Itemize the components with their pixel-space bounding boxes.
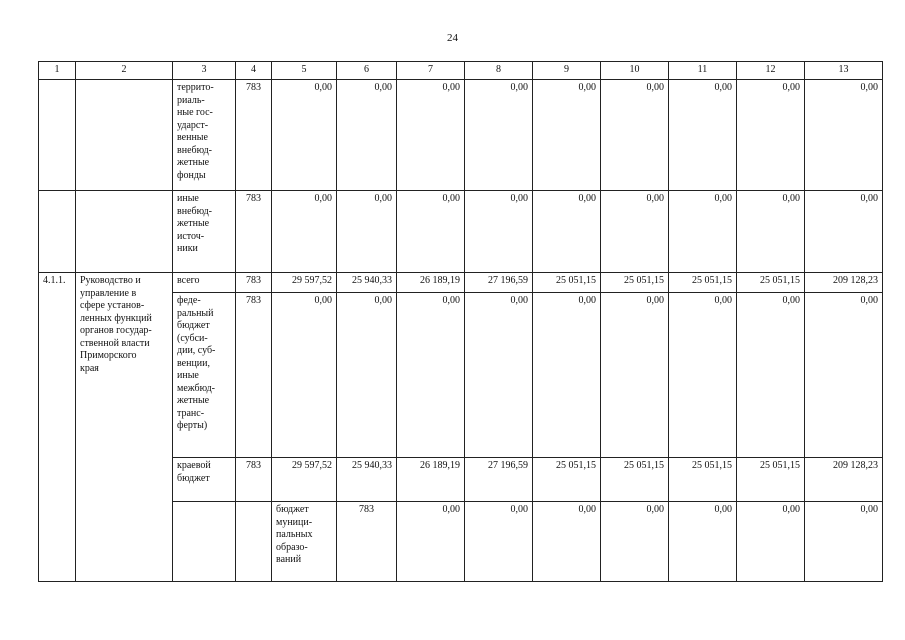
header-cell: 5 bbox=[272, 62, 337, 80]
header-cell: 9 bbox=[533, 62, 601, 80]
header-cell: 2 bbox=[76, 62, 173, 80]
header-cell: 4 bbox=[236, 62, 272, 80]
value-cell: 0,00 bbox=[533, 293, 601, 458]
name-cell bbox=[76, 191, 173, 273]
value-cell: 0,00 bbox=[337, 80, 397, 191]
value-cell: 0,00 bbox=[669, 80, 737, 191]
source-cell: террито- риаль- ные гос- ударст- венные внебюд- жетные фонды bbox=[173, 80, 236, 191]
value-cell: 0,00 bbox=[669, 191, 737, 273]
value-cell: 0,00 bbox=[533, 502, 601, 582]
value-cell: 0,00 bbox=[737, 80, 805, 191]
value-cell: 25 051,15 bbox=[601, 458, 669, 502]
source-cell: бюджет муници- пальных образо- ваний bbox=[272, 502, 337, 582]
value-cell: 0,00 bbox=[737, 191, 805, 273]
number-cell: 4.1.1. bbox=[39, 273, 76, 582]
value-cell: 0,00 bbox=[805, 293, 883, 458]
value-cell: 0,00 bbox=[669, 293, 737, 458]
value-cell: 0,00 bbox=[397, 191, 465, 273]
value-cell: 0,00 bbox=[737, 293, 805, 458]
value-cell: 0,00 bbox=[465, 191, 533, 273]
value-cell: 0,00 bbox=[397, 293, 465, 458]
value-cell: 0,00 bbox=[805, 502, 883, 582]
header-cell: 10 bbox=[601, 62, 669, 80]
value-cell: 0,00 bbox=[805, 80, 883, 191]
value-cell: 25 051,15 bbox=[533, 273, 601, 293]
value-cell: 0,00 bbox=[272, 293, 337, 458]
name-cell: Руководство и управление в сфере установ- ленных функций органов государ- ственной власти Приморского края bbox=[76, 273, 173, 582]
value-cell: 0,00 bbox=[601, 191, 669, 273]
value-cell: 0,00 bbox=[601, 80, 669, 191]
header-cell: 13 bbox=[805, 62, 883, 80]
header-cell: 12 bbox=[737, 62, 805, 80]
value-cell: 0,00 bbox=[465, 80, 533, 191]
value-cell: 0,00 bbox=[272, 80, 337, 191]
value-cell: 25 051,15 bbox=[601, 273, 669, 293]
value-cell: 25 051,15 bbox=[669, 458, 737, 502]
name-cell bbox=[236, 502, 272, 582]
value-cell: 25 051,15 bbox=[533, 458, 601, 502]
value-cell: 0,00 bbox=[805, 191, 883, 273]
code-cell: 783 bbox=[236, 273, 272, 293]
code-cell: 783 bbox=[236, 293, 272, 458]
number-cell bbox=[39, 191, 76, 273]
value-cell: 209 128,23 bbox=[805, 273, 883, 293]
source-cell: иные внебюд- жетные источ- ники bbox=[173, 191, 236, 273]
budget-table bbox=[38, 61, 883, 582]
header-cell: 7 bbox=[397, 62, 465, 80]
value-cell: 29 597,52 bbox=[272, 273, 337, 293]
number-cell bbox=[173, 502, 236, 582]
value-cell: 26 189,19 bbox=[397, 273, 465, 293]
source-cell: всего bbox=[173, 273, 236, 293]
value-cell: 25 051,15 bbox=[669, 273, 737, 293]
value-cell: 0,00 bbox=[337, 191, 397, 273]
value-cell: 25 051,15 bbox=[737, 273, 805, 293]
name-cell bbox=[76, 80, 173, 191]
number-cell bbox=[39, 80, 76, 191]
value-cell: 0,00 bbox=[601, 293, 669, 458]
value-cell: 27 196,59 bbox=[465, 273, 533, 293]
table-row bbox=[39, 191, 883, 273]
value-cell: 0,00 bbox=[465, 502, 533, 582]
page-number: 24 bbox=[447, 32, 458, 44]
value-cell: 25 051,15 bbox=[737, 458, 805, 502]
code-cell: 783 bbox=[236, 80, 272, 191]
value-cell: 0,00 bbox=[737, 502, 805, 582]
value-cell: 0,00 bbox=[601, 502, 669, 582]
value-cell: 25 940,33 bbox=[337, 458, 397, 502]
value-cell: 26 189,19 bbox=[397, 458, 465, 502]
table-row bbox=[39, 80, 883, 191]
header-cell: 8 bbox=[465, 62, 533, 80]
header-cell: 6 bbox=[337, 62, 397, 80]
value-cell: 0,00 bbox=[669, 502, 737, 582]
value-cell: 25 940,33 bbox=[337, 273, 397, 293]
table-row bbox=[39, 273, 883, 293]
value-cell: 29 597,52 bbox=[272, 458, 337, 502]
code-cell: 783 bbox=[236, 191, 272, 273]
value-cell: 0,00 bbox=[465, 293, 533, 458]
header-row bbox=[39, 62, 883, 80]
value-cell: 209 128,23 bbox=[805, 458, 883, 502]
source-cell: феде- ральный бюджет (субси- дии, суб- венции, иные межбюд- жетные транс- ферты) bbox=[173, 293, 236, 458]
value-cell: 0,00 bbox=[397, 80, 465, 191]
source-cell: краевой бюджет bbox=[173, 458, 236, 502]
value-cell: 0,00 bbox=[533, 80, 601, 191]
value-cell: 0,00 bbox=[337, 293, 397, 458]
code-cell: 783 bbox=[337, 502, 397, 582]
value-cell: 27 196,59 bbox=[465, 458, 533, 502]
value-cell: 0,00 bbox=[272, 191, 337, 273]
header-cell: 3 bbox=[173, 62, 236, 80]
value-cell: 0,00 bbox=[533, 191, 601, 273]
header-cell: 1 bbox=[39, 62, 76, 80]
value-cell: 0,00 bbox=[397, 502, 465, 582]
code-cell: 783 bbox=[236, 458, 272, 502]
header-cell: 11 bbox=[669, 62, 737, 80]
